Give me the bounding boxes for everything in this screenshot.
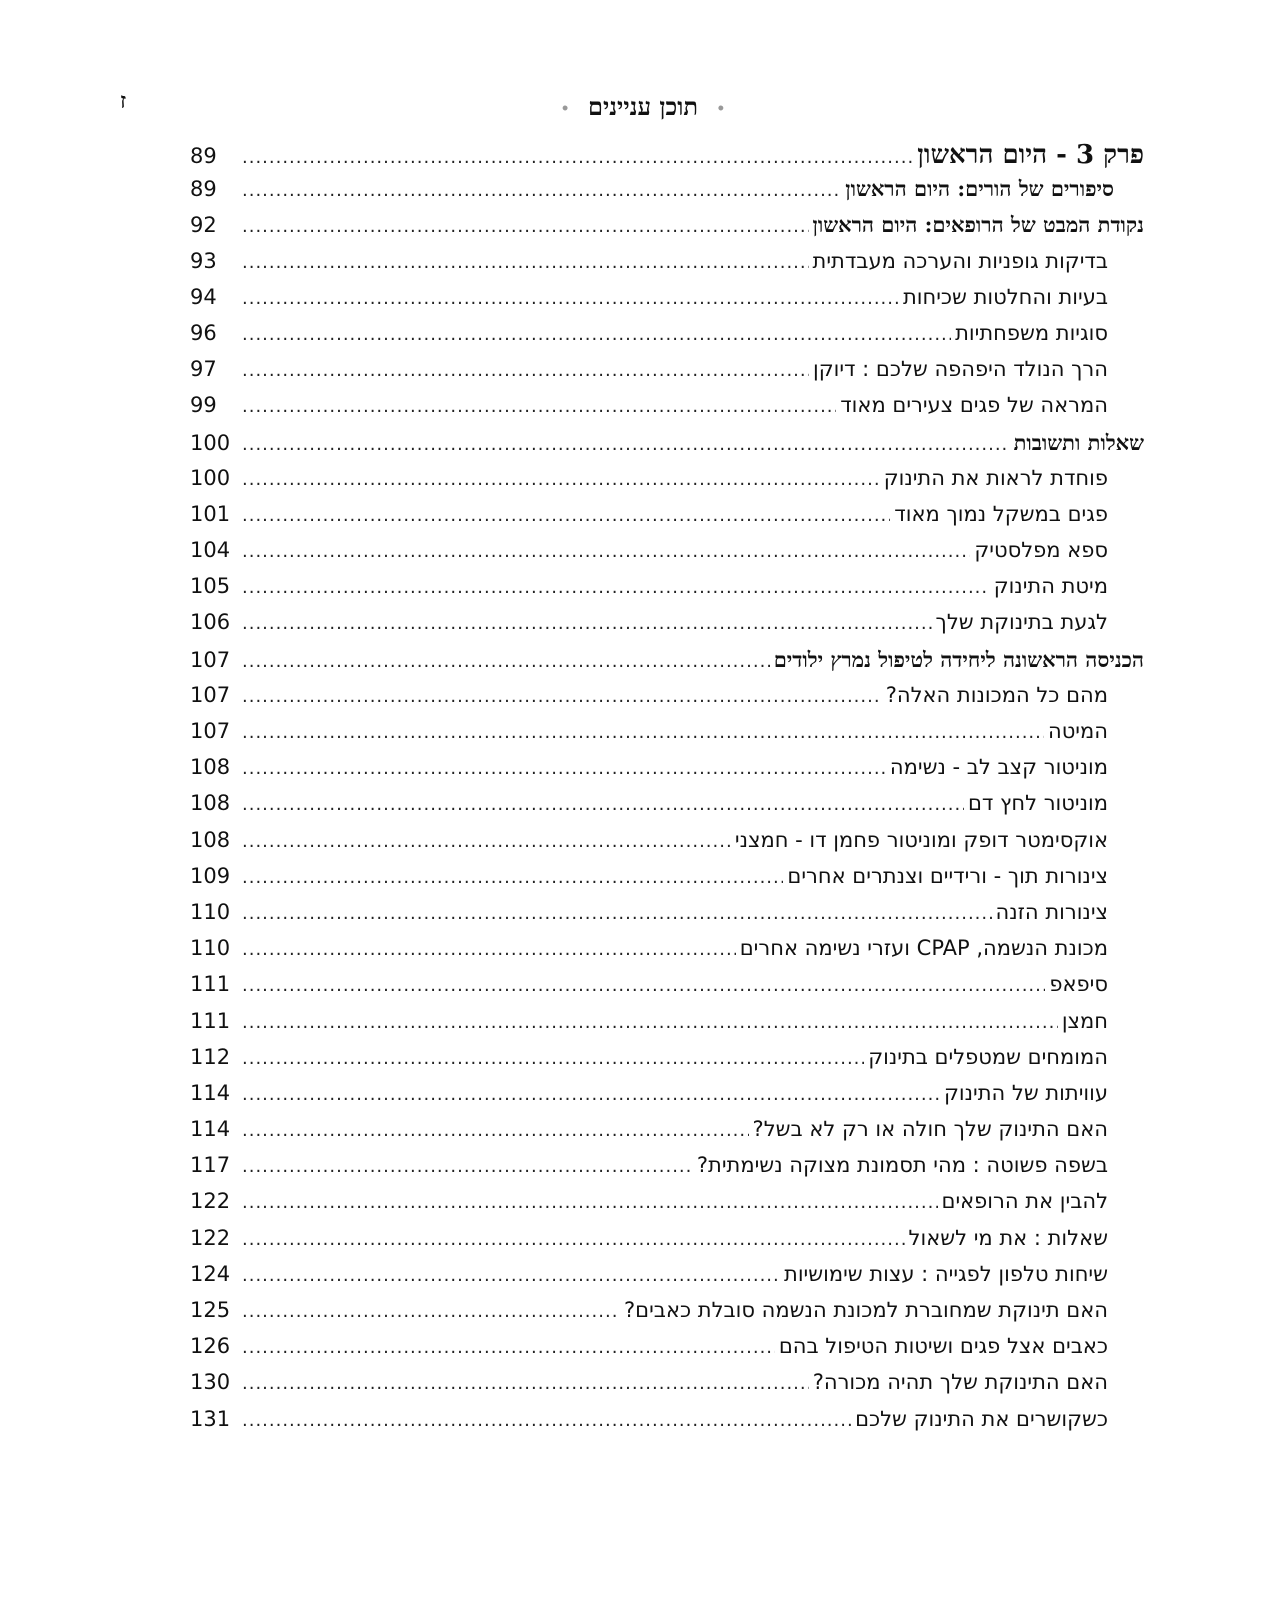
toc-entry-title: שיחות טלפון לפגייה : עצות שימושיות — [784, 1261, 1108, 1286]
toc-entry[interactable] — [190, 719, 1144, 755]
dot-leader — [242, 1120, 749, 1141]
page-number-letter: ז — [120, 88, 127, 114]
dot-leader — [242, 794, 964, 815]
dot-leader — [242, 758, 886, 779]
toc-entry[interactable] — [190, 828, 1144, 864]
toc-entry-title: כאבים אצל פגים ושיטות הטיפול בהם — [778, 1334, 1108, 1359]
table-of-contents — [190, 140, 1144, 1443]
dot-leader — [242, 1301, 620, 1322]
dot-leader — [242, 252, 809, 273]
toc-entry-page: 117 — [190, 1153, 231, 1178]
toc-entry-title: שאלות ותשובות — [1013, 429, 1144, 455]
toc-entry[interactable] — [190, 755, 1144, 791]
toc-entry-title: מהם כל המכונות האלה? — [885, 682, 1108, 707]
toc-entry[interactable] — [190, 1334, 1144, 1370]
toc-entry[interactable] — [190, 430, 1144, 466]
dot-leader — [242, 577, 990, 598]
toc-entry[interactable] — [190, 1370, 1144, 1406]
toc-entry-page: 101 — [190, 501, 231, 526]
bullet-icon: • — [716, 100, 726, 117]
toc-entry[interactable] — [190, 140, 1144, 176]
toc-entry-page: 105 — [190, 574, 231, 599]
toc-entry[interactable] — [190, 791, 1144, 827]
toc-entry-title: בדיקות גופניות והערכה מעבדתית — [812, 248, 1108, 273]
dot-leader — [242, 686, 882, 707]
toc-entry[interactable] — [190, 1081, 1144, 1117]
toc-entry-page: 112 — [190, 1044, 231, 1069]
toc-entry[interactable] — [190, 1262, 1144, 1298]
toc-entry[interactable] — [190, 176, 1144, 212]
toc-entry-title: המיטה — [1047, 719, 1108, 743]
toc-entry-title: אוקסימטר דופק ומוניטור פחמן דו - חמצני — [734, 827, 1108, 852]
toc-entry[interactable] — [190, 683, 1144, 719]
toc-entry-page: 114 — [190, 1117, 231, 1142]
dot-leader — [242, 1084, 940, 1105]
toc-entry-page: 122 — [190, 1189, 231, 1214]
toc-entry-page: 100 — [190, 430, 231, 455]
toc-entry[interactable] — [190, 466, 1144, 502]
toc-entry-title: בשפה פשוטה : מהי תסמונת מצוקה נשימתית? — [696, 1153, 1108, 1178]
toc-entry-title: שאלות : את מי לשאול — [908, 1225, 1108, 1250]
toc-entry[interactable] — [190, 574, 1144, 610]
toc-entry-title: פוחדת לראות את התינוק — [883, 465, 1108, 490]
toc-entry-title: האם התינוק שלך חולה או רק לא בשל? — [752, 1117, 1108, 1142]
toc-entry[interactable] — [190, 321, 1144, 357]
dot-leader — [242, 975, 1045, 996]
toc-entry-page: 114 — [190, 1080, 231, 1105]
dot-leader — [242, 831, 731, 852]
dot-leader — [242, 288, 899, 309]
dot-leader — [242, 469, 880, 490]
dot-leader — [242, 1410, 851, 1431]
toc-entry[interactable] — [190, 1407, 1144, 1443]
toc-entry-page: 92 — [190, 213, 217, 238]
toc-entry[interactable] — [190, 393, 1144, 429]
toc-entry-title: מוניטור לחץ דם — [967, 791, 1108, 816]
toc-entry[interactable] — [190, 1009, 1144, 1045]
dot-leader — [242, 903, 992, 924]
toc-entry-page: 124 — [190, 1261, 231, 1286]
toc-entry-page: 110 — [190, 899, 231, 924]
toc-entry[interactable] — [190, 864, 1144, 900]
toc-entry[interactable] — [190, 647, 1144, 683]
dot-leader — [242, 867, 783, 888]
toc-entry-page: 99 — [190, 393, 217, 418]
toc-entry-page: 93 — [190, 248, 217, 273]
toc-entry-page: 111 — [190, 1008, 231, 1033]
dot-leader — [242, 1373, 809, 1394]
toc-entry-title: פרק 3 - היום הראשון — [917, 140, 1144, 170]
running-head — [0, 92, 1286, 122]
running-head-title: תוכן עניינים — [587, 92, 699, 121]
toc-entry-title: סיפאפ — [1049, 972, 1108, 997]
toc-entry-title: האם התינוקת שלך תהיה מכורה? — [812, 1370, 1108, 1395]
toc-entry-page: 122 — [190, 1225, 231, 1250]
toc-entry[interactable] — [190, 357, 1144, 393]
toc-entry[interactable] — [190, 936, 1144, 972]
dot-leader — [242, 722, 1044, 743]
dot-leader — [242, 1265, 780, 1286]
toc-entry[interactable] — [190, 1298, 1144, 1334]
toc-entry-title: חמצן — [1061, 1008, 1108, 1033]
dot-leader — [242, 216, 809, 237]
dot-leader — [242, 1337, 775, 1358]
toc-entry-page: 130 — [190, 1370, 231, 1395]
toc-entry-page: 131 — [190, 1406, 231, 1431]
toc-entry[interactable] — [190, 538, 1144, 574]
toc-entry-page: 96 — [190, 320, 217, 345]
toc-entry-title: המראה של פגים צעירים מאוד — [840, 393, 1108, 418]
toc-entry-page: 107 — [190, 719, 231, 743]
toc-entry-title: סיפורים של הורים: היום הראשון — [845, 176, 1114, 202]
toc-entry[interactable] — [190, 972, 1144, 1008]
dot-leader — [242, 180, 841, 201]
dot-leader — [242, 147, 913, 168]
toc-entry-title: מוניטור קצב לב - נשימה — [889, 755, 1108, 780]
toc-entry[interactable] — [190, 249, 1144, 285]
toc-entry[interactable] — [190, 1189, 1144, 1225]
toc-entry[interactable] — [190, 610, 1144, 646]
toc-entry-title: נקודת המבט של הרופאים: היום הראשון — [812, 212, 1144, 238]
toc-entry-title: צינורות הזנה — [995, 899, 1108, 924]
toc-entry-page: 94 — [190, 284, 217, 309]
toc-entry[interactable] — [190, 1045, 1144, 1081]
toc-entry-title: מיטת התינוק — [993, 574, 1108, 599]
dot-leader — [242, 1156, 693, 1177]
toc-entry-title: מכונת הנשמה, CPAP ועזרי נשימה אחרים — [739, 936, 1108, 961]
toc-entry-title: צינורות תוך - ורידיים וצנתרים אחרים — [787, 863, 1108, 888]
dot-leader — [242, 1229, 905, 1250]
toc-entry-page: 107 — [190, 647, 231, 672]
dot-leader — [242, 1192, 938, 1213]
dot-leader — [242, 651, 770, 672]
toc-entry-page: 110 — [190, 936, 231, 961]
dot-leader — [242, 396, 836, 417]
toc-entry-title: המומחים שמטפלים בתינוק — [868, 1044, 1108, 1069]
toc-entry[interactable] — [190, 1226, 1144, 1262]
toc-entry-title: לגעת בתינוקת שלך — [935, 610, 1108, 635]
toc-entry-page: 125 — [190, 1298, 231, 1322]
dot-leader — [242, 324, 951, 345]
toc-entry-page: 109 — [190, 863, 231, 888]
dot-leader — [242, 541, 970, 562]
toc-entry-title: הרך הנולד היפהפה שלכם : דיוקן — [813, 357, 1108, 382]
toc-entry-page: 108 — [190, 827, 231, 852]
dot-leader — [242, 1048, 864, 1069]
toc-entry-title: להבין את הרופאים — [941, 1189, 1108, 1214]
dot-leader — [242, 434, 1010, 455]
toc-entry[interactable] — [190, 1153, 1144, 1189]
dot-leader — [242, 613, 932, 634]
toc-entry-page: 104 — [190, 538, 231, 563]
dot-leader — [242, 505, 890, 526]
toc-entry-page: 106 — [190, 610, 231, 635]
toc-entry-title: סוגיות משפחתיות — [955, 320, 1108, 345]
toc-entry-page: 89 — [190, 177, 217, 202]
toc-entry-title: כשקושרים את התינוק שלכם — [855, 1406, 1108, 1431]
toc-entry-title: האם תינוקת שמחוברת למכונת הנשמה סובלת כאבים? — [624, 1298, 1108, 1322]
dot-leader — [242, 1012, 1058, 1033]
toc-entry-page: 108 — [190, 791, 231, 816]
toc-entry-page: 97 — [190, 357, 217, 382]
toc-entry-page: 111 — [190, 972, 231, 997]
toc-entry[interactable] — [190, 212, 1144, 248]
toc-entry[interactable] — [190, 285, 1144, 321]
toc-entry[interactable] — [190, 1117, 1144, 1153]
toc-entry[interactable] — [190, 900, 1144, 936]
dot-leader — [242, 360, 809, 381]
dot-leader — [242, 939, 736, 960]
toc-entry-title: בעיות והחלטות שכיחות — [902, 284, 1108, 309]
toc-entry-page: 126 — [190, 1334, 231, 1359]
bullet-icon: • — [560, 100, 570, 117]
toc-entry-title: הכניסה הראשונה ליחידה לטיפול נמרץ ילודים — [773, 646, 1144, 672]
toc-entry[interactable] — [190, 502, 1144, 538]
toc-entry-page: 108 — [190, 755, 231, 780]
toc-entry-title: עוויתות של התינוק — [943, 1080, 1108, 1105]
toc-entry-page: 89 — [190, 144, 217, 168]
toc-entry-title: ספא מפלסטיק — [974, 538, 1108, 563]
toc-entry-page: 100 — [190, 465, 231, 490]
toc-entry-page: 107 — [190, 682, 231, 707]
toc-entry-title: פגים במשקל נמוך מאוד — [894, 501, 1108, 526]
